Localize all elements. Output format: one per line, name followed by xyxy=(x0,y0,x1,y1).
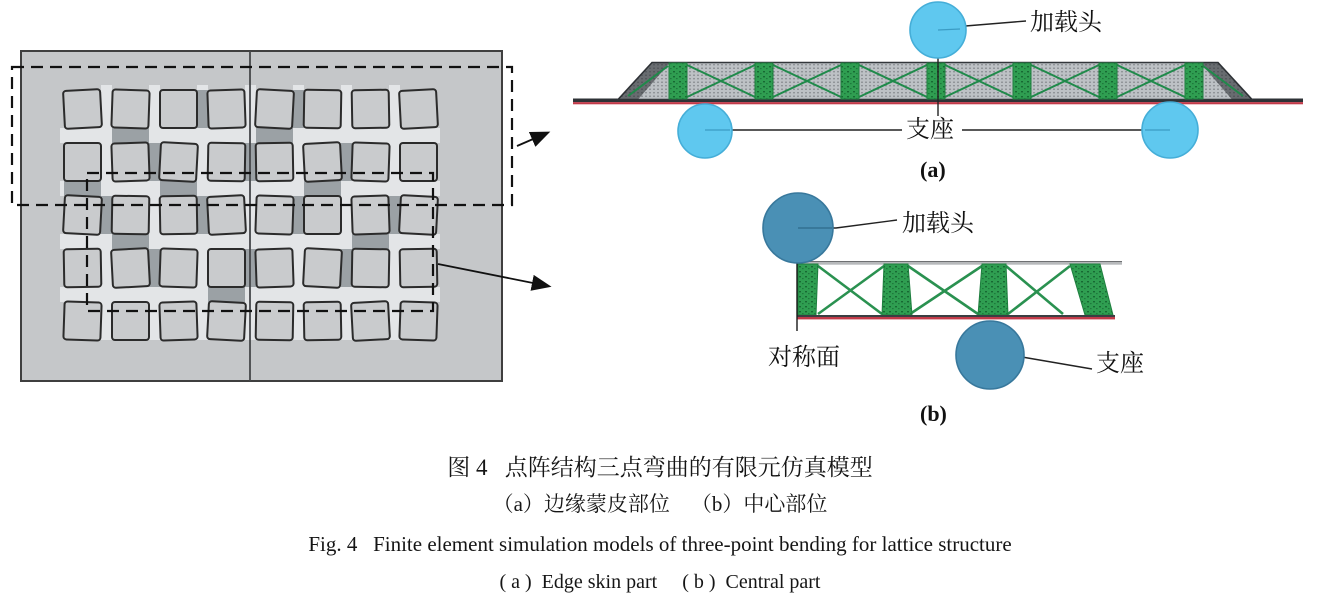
lattice-cell xyxy=(208,249,245,287)
panel-b-support-label: 支座 xyxy=(1096,351,1144,377)
lattice-plate-view xyxy=(0,0,560,440)
lattice-cell xyxy=(112,302,149,340)
lattice-cell xyxy=(63,301,101,340)
lattice-cell xyxy=(352,249,390,288)
lattice-cell xyxy=(159,248,197,287)
lattice-cell xyxy=(304,302,342,341)
panel-a-loading-head-label: 加载头 xyxy=(1030,10,1102,36)
lattice-cell xyxy=(351,301,390,341)
panel-a-left-support-circle xyxy=(678,104,732,158)
caption-en-title: Fig. 4 Finite element simulation models of three-point bending for lattice structure xyxy=(308,532,1012,556)
lattice-cell xyxy=(255,248,293,287)
lattice-cell xyxy=(400,143,437,181)
lattice-cell xyxy=(351,142,389,181)
lattice-cell xyxy=(304,90,342,129)
panel-b-symmetry-plane-label: 对称面 xyxy=(768,345,840,371)
lattice-cell xyxy=(399,89,438,129)
lattice-cell xyxy=(303,248,342,288)
lattice-cell xyxy=(64,249,102,288)
caption-cn-subtitle: （a）边缘蒙皮部位 （b）中心部位 xyxy=(492,492,828,516)
lattice-cell xyxy=(208,143,246,182)
lattice-cell xyxy=(256,302,294,341)
caption-en-subtitle: ( a ) Edge skin part ( b ) Central part xyxy=(499,571,821,593)
panel-b-support-circle xyxy=(956,321,1024,389)
lattice-cell xyxy=(255,89,294,129)
panel-a-support-label: 支座 xyxy=(906,117,954,143)
lattice-cell xyxy=(159,142,198,182)
lattice-cell xyxy=(207,89,245,128)
lattice-cell xyxy=(255,195,293,234)
lattice-cell xyxy=(400,249,438,288)
lattice-cell xyxy=(159,301,197,340)
panel-b-x-braces xyxy=(818,266,1070,314)
lattice-cell xyxy=(64,143,101,181)
lattice-cell xyxy=(256,143,294,182)
lattice-cell xyxy=(207,301,246,341)
lattice-cell xyxy=(63,89,102,129)
panel-b-bottom-face xyxy=(797,315,1115,317)
panel-b-green-strips xyxy=(798,264,1113,315)
lattice-cell xyxy=(304,196,341,234)
lattice-cell xyxy=(303,142,342,182)
lattice-cell xyxy=(352,90,390,129)
lattice-cell xyxy=(111,248,150,288)
panel-b-tag: (b) xyxy=(920,401,947,426)
panel-b-support-leader xyxy=(1022,357,1092,369)
lattice-cell xyxy=(63,195,102,235)
panel-b-loading-head-label: 加载头 xyxy=(902,211,974,237)
lattice-cell xyxy=(160,196,198,235)
panel-a-tag: (a) xyxy=(920,157,946,182)
lattice-cell xyxy=(112,196,150,235)
lattice-cell xyxy=(111,89,149,128)
panel-b-red-line xyxy=(797,317,1115,319)
lattice-cell xyxy=(207,195,246,235)
caption-cn-title: 图 4 点阵结构三点弯曲的有限元仿真模型 xyxy=(447,455,873,480)
lattice-cell xyxy=(351,195,389,234)
lattice-cell xyxy=(160,90,197,128)
lattice-cell xyxy=(111,142,149,181)
arrow-to-panel-a xyxy=(517,133,547,146)
